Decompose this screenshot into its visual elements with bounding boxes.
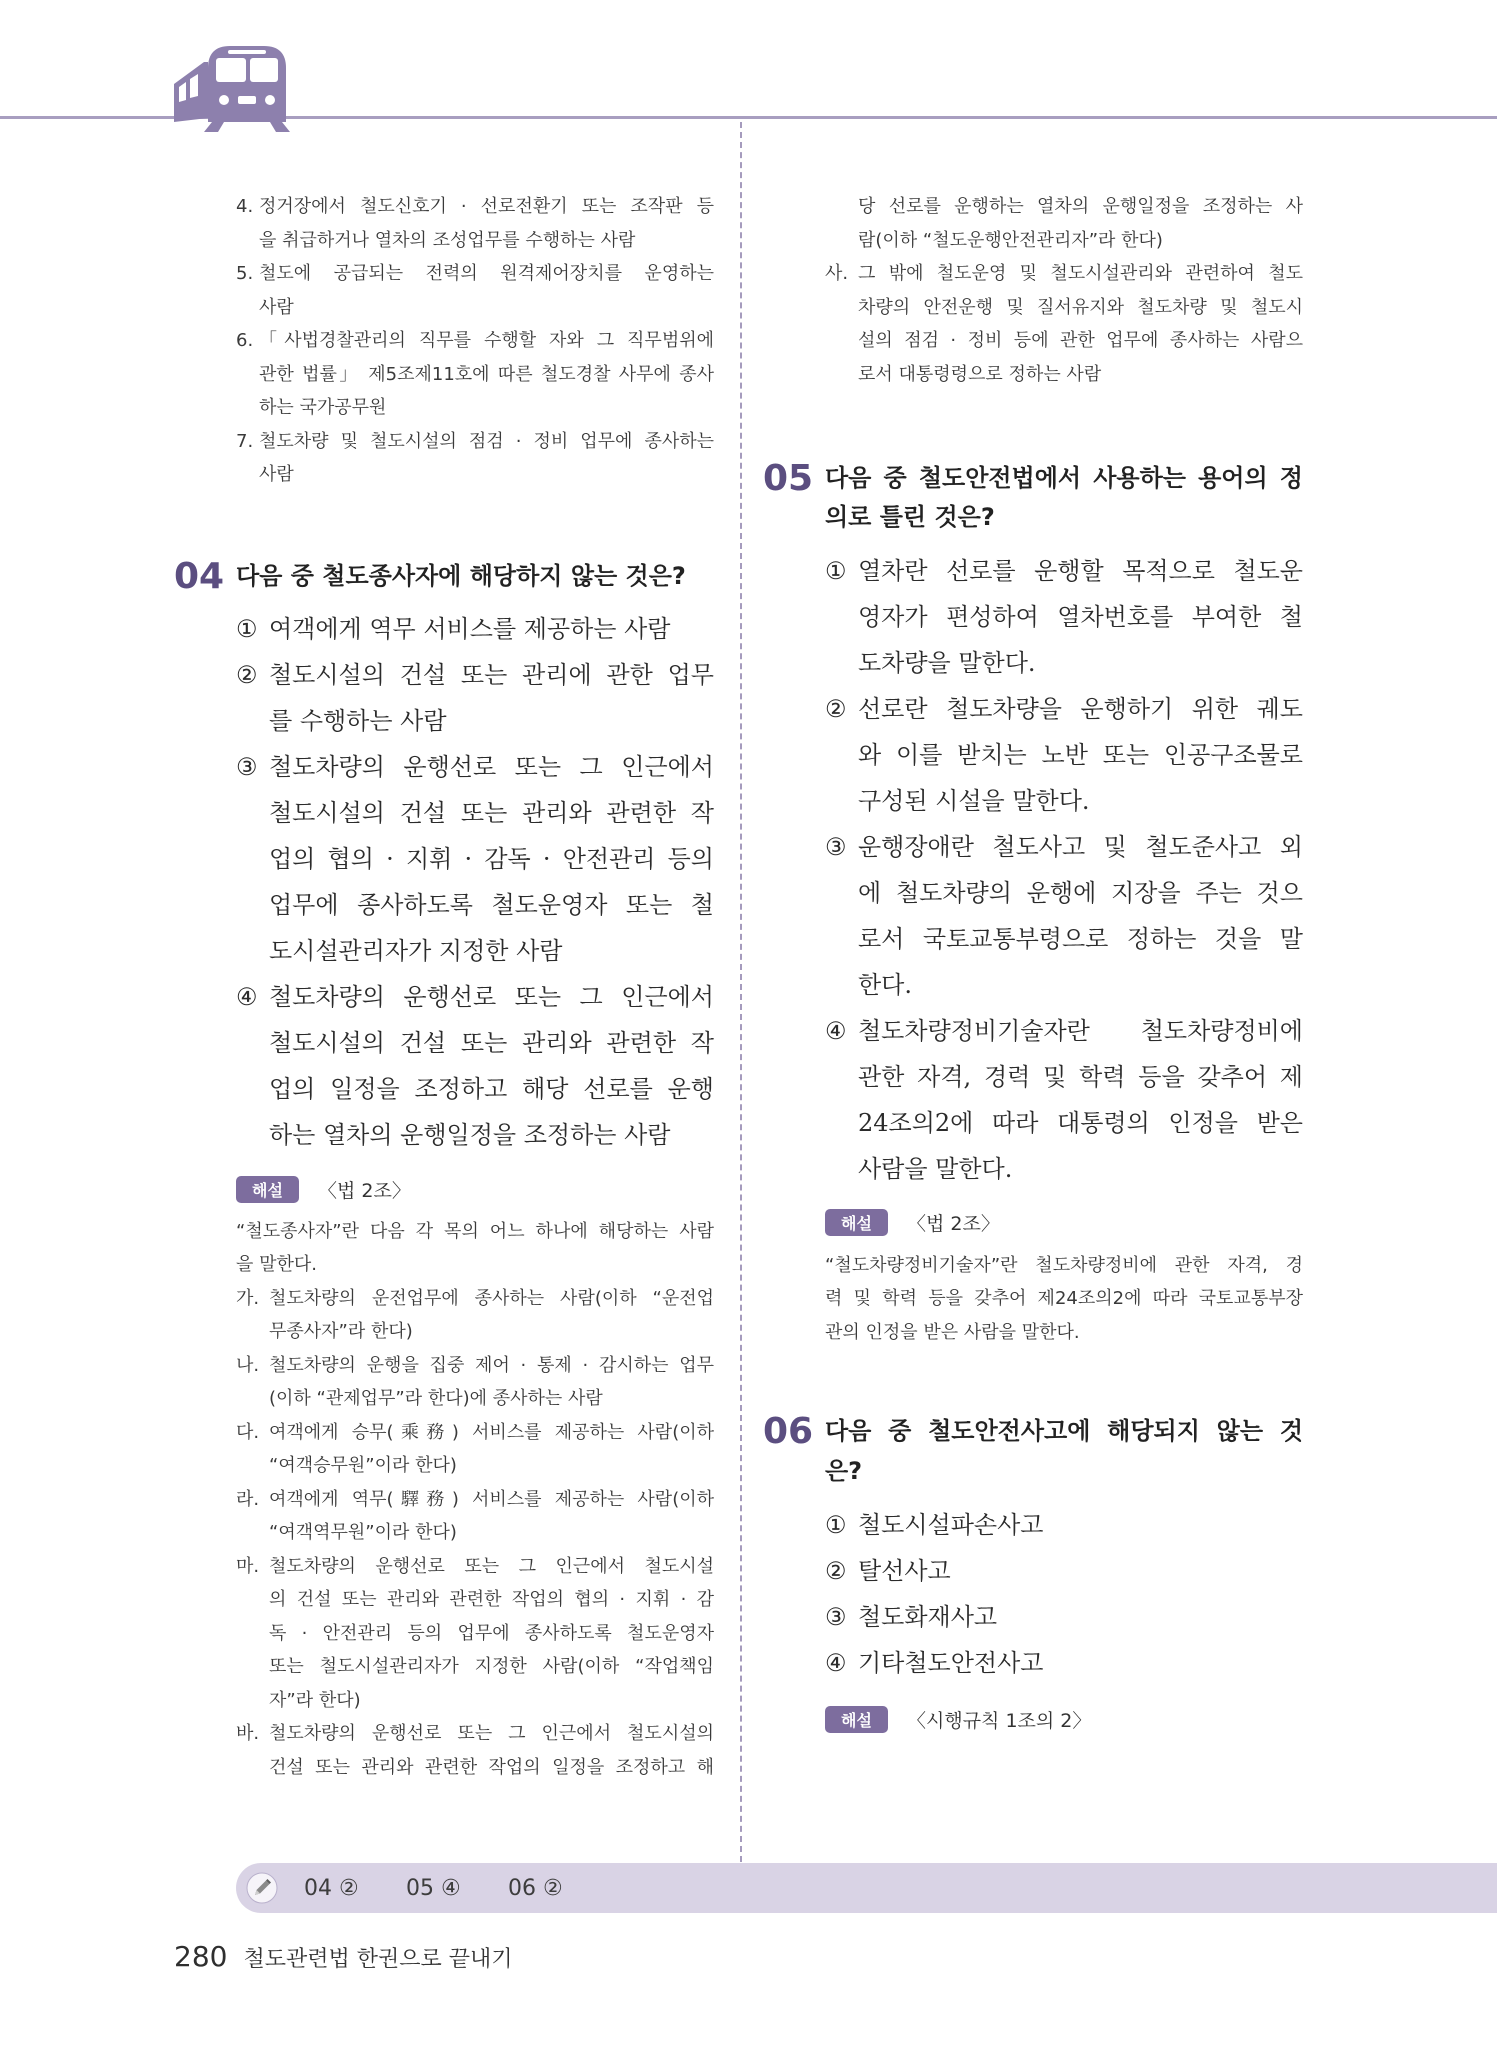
option-line: 와 이를 받치는 노반 또는 인공구조물로 (858, 741, 1303, 769)
option-line: 철도차량의 운행선로 또는 그 인근에서 (269, 983, 714, 1011)
question-title-line: 은? (825, 1456, 863, 1485)
option-number: ① (236, 615, 258, 643)
option-line: 를 수행하는 사람 (269, 707, 447, 735)
option-line: 철도차량정비기술자란 철도차량정비에 (858, 1017, 1303, 1045)
option (825, 1502, 1303, 1548)
question-title-05 (825, 459, 1303, 538)
explanation-item-number: 라. (236, 1488, 260, 1510)
question-title-line: 다음 중 철도안전법에서 사용하는 용어의 정 (825, 463, 1303, 492)
explanation-item-number: 마. (236, 1555, 260, 1577)
explanation-item-text (269, 1483, 714, 1550)
option-text (858, 1594, 1303, 1640)
answer-bar (236, 1863, 1497, 1913)
option-line: 여객에게 역무 서비스를 제공하는 사람 (269, 615, 671, 643)
explanation-item-line: 철도차량의 운행을 집중 제어 · 통제 · 감시하는 업무 (269, 1354, 714, 1376)
explanation-item-text (858, 257, 1303, 391)
explanation-item-line: (이하 “관제업무”라 한다)에 종사하는 사람 (269, 1388, 603, 1410)
option (236, 744, 714, 974)
explanation-item-text (269, 1349, 714, 1416)
option-text (858, 1640, 1303, 1686)
explanation-line: 력 및 학력 등을 갖추어 제24조의2에 따라 국토교통부장 (825, 1288, 1303, 1310)
explanation-item-number: 가. (236, 1287, 260, 1309)
prev-list-item-number: 4. (236, 196, 254, 217)
answer-key: 06 ② (508, 1875, 563, 1901)
explanation-body-05 (825, 1249, 1303, 1350)
option-text (269, 606, 714, 652)
explanation-continued-lines (825, 190, 1303, 257)
explanation-item-line: 그 밖에 철도운영 및 철도시설관리와 관련하여 철도 (858, 263, 1303, 284)
column-divider (740, 122, 742, 1862)
prev-list-item-text (259, 257, 714, 324)
prev-list-item-line: 을 취급하거나 열차의 조성업무를 수행하는 사람 (259, 229, 636, 251)
prev-explanation-list (236, 190, 714, 492)
explanation-item (236, 1416, 714, 1483)
option-line: 영자가 편성하여 열차번호를 부여한 철 (858, 603, 1303, 631)
prev-list-item-line: 하는 국가공무원 (259, 397, 387, 418)
prev-list-item-text (259, 425, 714, 492)
option-line: 사람을 말한다. (858, 1155, 1013, 1183)
prev-list-item-line: 사람 (259, 464, 294, 485)
question-title-line: 의로 틀린 것은? (825, 503, 995, 531)
question-number-05: 05 (763, 457, 814, 499)
option-line: 도차량을 말한다. (858, 649, 1036, 677)
explanation-item-line: 무종사자”라 한다) (269, 1321, 413, 1343)
answer-list (304, 1863, 610, 1913)
option-text (858, 1008, 1303, 1192)
option-line: 탈선사고 (858, 1557, 951, 1585)
explanation-reference: 〈법 2조〉 (907, 1212, 1000, 1235)
prev-list-item-text (259, 190, 714, 257)
option-text (858, 1502, 1303, 1548)
explanation-item-line: 건설 또는 관리와 관련한 작업의 일정을 조정하고 해 (269, 1756, 714, 1778)
option-line: 운행장애란 철도사고 및 철도준사고 외 (858, 833, 1303, 861)
prev-list-item-text (259, 324, 714, 425)
option (825, 1008, 1303, 1192)
option-line: 철도시설의 건설 또는 관리와 관련한 작 (269, 799, 714, 827)
option (825, 1640, 1303, 1686)
option-line: 구성된 시설을 말한다. (858, 787, 1090, 815)
question-title-line: 다음 중 철도안전사고에 해당되지 않는 것 (825, 1417, 1303, 1445)
question-number-06: 06 (763, 1411, 814, 1452)
option-text (858, 1548, 1303, 1594)
explanation-item-line: 철도차량의 운행선로 또는 그 인근에서 철도시설의 (269, 1723, 714, 1745)
prev-list-item-number: 5. (236, 263, 254, 284)
explanation-item-number: 나. (236, 1354, 260, 1376)
option (825, 548, 1303, 686)
explanation-line: “철도차량정비기술자”란 철도차량정비에 관한 자격, 경 (825, 1254, 1303, 1276)
explanation-item-line: 철도차량의 운행선로 또는 그 인근에서 철도시설 (269, 1555, 714, 1577)
train-icon (168, 38, 298, 134)
option-number: ① (825, 557, 847, 585)
explanation-item-line: 차량의 안전운행 및 질서유지와 철도차량 및 철도시 (858, 296, 1303, 318)
option (236, 652, 714, 744)
option-line: 선로란 철도차량을 운행하기 위한 궤도 (858, 695, 1303, 723)
option-line: 에 철도차량의 운행에 지장을 주는 것으 (858, 879, 1303, 907)
pencil-icon (246, 1872, 278, 1904)
explanation-header-06 (825, 1706, 1091, 1733)
explanation-item-text (269, 1550, 714, 1718)
option-number: ③ (825, 1603, 847, 1631)
option-line: 한다. (858, 971, 912, 999)
prev-list-item (236, 257, 714, 324)
explanation-header-05 (825, 1209, 1000, 1236)
question-title-06 (825, 1412, 1303, 1491)
explanation-reference: 〈시행규칙 1조의 2〉 (907, 1709, 1092, 1732)
option-number: ④ (825, 1017, 847, 1045)
explanation-header-04 (236, 1176, 411, 1203)
explanation-line: 을 말한다. (236, 1254, 317, 1276)
page-footer (174, 1940, 512, 1973)
option-line: 기타철도안전사고 (858, 1649, 1044, 1677)
prev-list-item-number: 7. (236, 430, 254, 452)
explanation-badge: 해설 (825, 1706, 888, 1733)
prev-list-item (236, 425, 714, 492)
option-line: 철도차량의 운행선로 또는 그 인근에서 (269, 753, 714, 781)
option-line: 철도시설의 건설 또는 관리에 관한 업무 (269, 661, 714, 689)
option (825, 1548, 1303, 1594)
prev-list-item-line: 철도에 공급되는 전력의 원격제어장치를 운영하는 (259, 263, 714, 284)
explanation-continued-items (825, 257, 1303, 391)
option-number: ② (825, 695, 847, 723)
explanation-badge: 해설 (236, 1176, 299, 1203)
question-number-04: 04 (174, 556, 225, 597)
explanation-items (236, 1282, 714, 1785)
explanation-item-line: 철도차량의 운전업무에 종사하는 사람(이하 “운전업 (269, 1287, 714, 1309)
option-line: 하는 열차의 운행일정을 조정하는 사람 (269, 1121, 671, 1149)
explanation-item (236, 1349, 714, 1416)
option-text (269, 974, 714, 1158)
option-number: ③ (825, 833, 847, 861)
explanation-line: 당 선로를 운행하는 열차의 운행일정을 조정하는 사 (858, 196, 1303, 217)
prev-list-item-line: 사람 (259, 296, 294, 318)
explanation-reference: 〈법 2조〉 (318, 1180, 411, 1202)
explanation-item-line: 여객에게 승무(乘務) 서비스를 제공하는 사람(이하 (269, 1421, 714, 1443)
explanation-item (236, 1282, 714, 1349)
answer-key: 05 ④ (406, 1875, 461, 1901)
option-number: ① (825, 1511, 847, 1539)
question-title-line: 다음 중 철도종사자에 해당하지 않는 것은? (236, 562, 686, 590)
prev-list-item-number: 6. (236, 330, 254, 351)
option-number: ④ (825, 1649, 847, 1677)
option (825, 1594, 1303, 1640)
explanation-item-line: 여객에게 역무(驛務) 서비스를 제공하는 사람(이하 (269, 1488, 714, 1510)
option-line: 24조의2에 따라 대통령의 인정을 받은 (858, 1109, 1303, 1137)
explanation-line: “철도종사자”란 다음 각 목의 어느 하나에 해당하는 사람 (236, 1220, 714, 1242)
explanation-item-text (269, 1717, 714, 1784)
option-number: ② (236, 661, 258, 689)
explanation-item-line: 의 건설 또는 관리와 관련한 작업의 협의 · 지휘 · 감 (269, 1589, 714, 1611)
explanation-body-04 (236, 1215, 714, 1785)
option-line: 업의 협의 · 지휘 · 감독 · 안전관리 등의 (269, 845, 714, 873)
options-05 (825, 548, 1303, 1192)
option-number: ④ (236, 983, 258, 1011)
question-title-04 (236, 557, 714, 597)
explanation-item (236, 1550, 714, 1718)
option-line: 철도시설의 건설 또는 관리와 관련한 작 (269, 1029, 714, 1057)
explanation-item-line: 자”라 한다) (269, 1689, 361, 1711)
prev-list-item-line: 관한 법률」 제5조제11호에 따른 철도경찰 사무에 종사 (259, 363, 714, 385)
book-title: 철도관련법 한권으로 끝내기 (243, 1947, 513, 1972)
prev-list-item-line: 「사법경찰관리의 직무를 수행할 자와 그 직무범위에 (259, 330, 714, 351)
option-text (269, 652, 714, 744)
options-04 (236, 606, 714, 1158)
option-line: 관한 자격, 경력 및 학력 등을 갖추어 제 (858, 1063, 1303, 1091)
option-text (858, 686, 1303, 824)
explanation-item (236, 1717, 714, 1784)
explanation-line: 람(이하 “철도운행안전관리자”라 한다) (858, 229, 1163, 251)
explanation-item-line: “여객승무원”이라 한다) (269, 1455, 457, 1477)
option (825, 686, 1303, 824)
explanation-item-line: 설의 점검 · 정비 등에 관한 업무에 종사하는 사람으 (858, 330, 1303, 351)
options-06 (825, 1502, 1303, 1686)
explanation-badge: 해설 (825, 1209, 888, 1236)
explanation-item-text (269, 1282, 714, 1349)
option-line: 도시설관리자가 지정한 사람 (269, 937, 563, 965)
explanation-item (236, 1483, 714, 1550)
option-number: ③ (236, 753, 258, 781)
option (825, 824, 1303, 1008)
explanation-item (825, 257, 1303, 391)
prev-list-item-line: 정거장에서 철도신호기 · 선로전환기 또는 조작판 등 (259, 196, 714, 217)
option-line: 철도시설파손사고 (858, 1511, 1044, 1539)
option-text (858, 548, 1303, 686)
option-line: 열차란 선로를 운행할 목적으로 철도운 (858, 557, 1303, 585)
option-number: ② (825, 1557, 847, 1585)
explanation-item-line: 또는 철도시설관리자가 지정한 사람(이하 “작업책임 (269, 1656, 714, 1678)
option (236, 974, 714, 1158)
option (236, 606, 714, 652)
explanation-continued-04 (825, 190, 1303, 391)
explanation-item-line: 독 · 안전관리 등의 업무에 종사하도록 철도운영자 (269, 1622, 714, 1644)
explanation-item-text (269, 1416, 714, 1483)
explanation-line: 관의 인정을 받은 사람을 말한다. (825, 1321, 1080, 1343)
option-line: 로서 국토교통부령으로 정하는 것을 말 (858, 925, 1303, 953)
option-text (269, 744, 714, 974)
explanation-intro (236, 1215, 714, 1282)
option-line: 철도화재사고 (858, 1603, 998, 1631)
option-line: 업무에 종사하도록 철도운영자 또는 철 (269, 891, 714, 919)
prev-list-item (236, 324, 714, 425)
explanation-item-number: 다. (236, 1421, 260, 1443)
page-number: 280 (174, 1940, 228, 1973)
option-line: 업의 일정을 조정하고 해당 선로를 운행 (269, 1075, 714, 1103)
explanation-item-line: 로서 대통령령으로 정하는 사람 (858, 363, 1102, 385)
option-text (858, 824, 1303, 1008)
explanation-item-number: 사. (825, 263, 849, 284)
explanation-item-line: “여객역무원”이라 한다) (269, 1522, 457, 1544)
explanation-item-number: 바. (236, 1723, 260, 1745)
prev-list-item-line: 철도차량 및 철도시설의 점검 · 정비 업무에 종사하는 (259, 430, 714, 452)
prev-list-item (236, 190, 714, 257)
answer-key: 04 ② (304, 1875, 359, 1901)
